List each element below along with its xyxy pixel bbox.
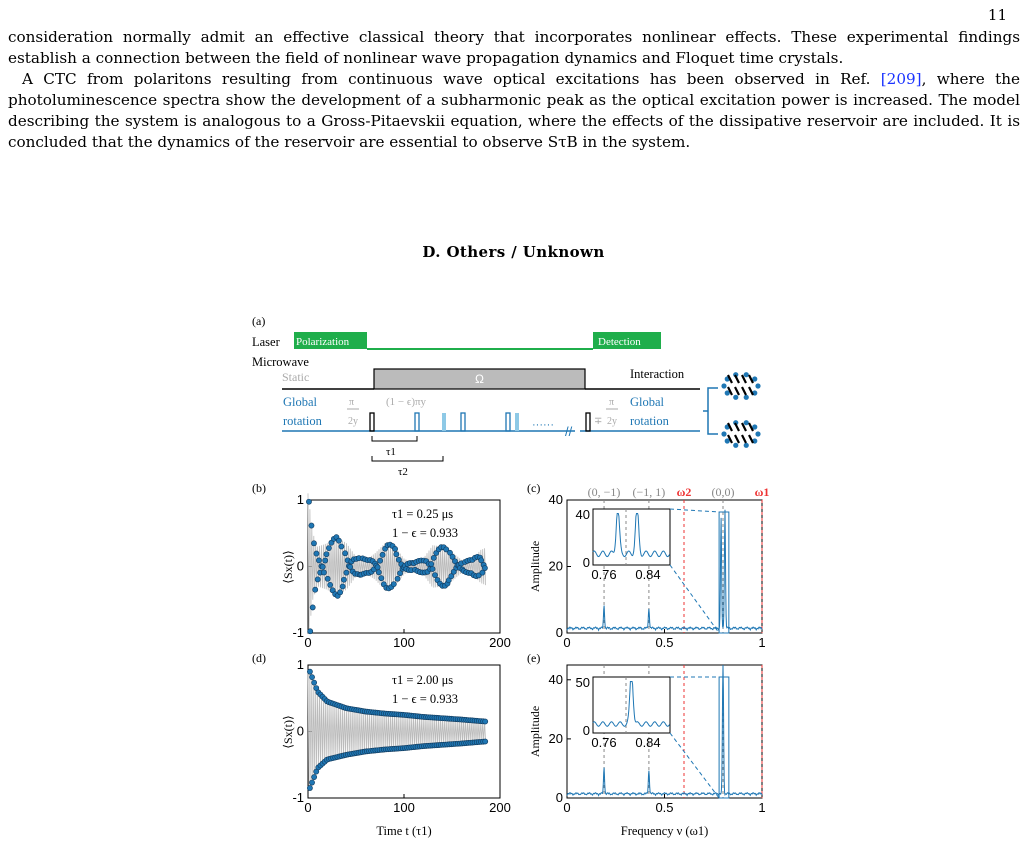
data-point bbox=[307, 785, 312, 790]
laser-label: Laser bbox=[252, 335, 280, 349]
y-tick-label: 0 bbox=[296, 558, 304, 574]
global-label-left: Global bbox=[283, 395, 318, 409]
panel-label-b: (b) bbox=[252, 481, 266, 495]
data-point bbox=[326, 545, 331, 550]
inset-frame bbox=[593, 677, 670, 733]
y-tick-label: 0 bbox=[555, 625, 563, 640]
x-tick-label: 0.5 bbox=[655, 635, 674, 650]
inset-x-tick: 0.76 bbox=[591, 735, 617, 750]
frequency-label: ω2 bbox=[676, 485, 692, 499]
data-point bbox=[483, 719, 488, 724]
spin-cluster-icon-top bbox=[721, 372, 760, 400]
panel-label-d: (d) bbox=[252, 651, 266, 665]
data-point bbox=[395, 576, 400, 581]
spin-dot bbox=[744, 395, 749, 400]
paragraph-1: consideration normally admit an effective classical theory that incorporates nonlinear effects. These experimental findings establish a connection between the field of nonlinear wave propagation dynamics and Floquet time crystals. bbox=[8, 28, 1020, 67]
data-point bbox=[338, 590, 343, 595]
inset-x-tick: 0.84 bbox=[635, 735, 661, 750]
data-point bbox=[339, 544, 344, 549]
mp-label: ∓ bbox=[594, 416, 603, 427]
x-axis-label: Time t (τ1) bbox=[376, 824, 432, 838]
spin-dot bbox=[744, 420, 749, 425]
panel-label-c: (c) bbox=[527, 481, 541, 495]
x-tick-label: 0 bbox=[563, 800, 571, 815]
spin-arrow bbox=[749, 387, 753, 395]
data-point bbox=[432, 572, 437, 577]
y-tick-label: 20 bbox=[548, 730, 563, 746]
two-y-label-right: 2y bbox=[607, 416, 617, 427]
x-tick-label: 0 bbox=[304, 635, 312, 650]
x-tick-label: 100 bbox=[393, 635, 415, 650]
y-tick-label: 1 bbox=[296, 657, 304, 672]
data-point bbox=[308, 629, 313, 634]
data-point bbox=[380, 552, 385, 557]
tau2-label: τ2 bbox=[398, 466, 408, 478]
spin-arrow bbox=[749, 435, 753, 443]
dots-label: ······ bbox=[532, 419, 554, 431]
detection-label: Detection bbox=[598, 336, 641, 348]
data-point bbox=[391, 581, 396, 586]
inset-connector bbox=[670, 733, 719, 798]
rot-label: (1 − ϵ)πy bbox=[386, 396, 427, 408]
break-mark: // bbox=[565, 424, 573, 439]
data-point bbox=[482, 565, 487, 570]
spin-dot bbox=[733, 395, 738, 400]
y-tick-label: -1 bbox=[292, 790, 304, 805]
x-tick-label: 100 bbox=[393, 800, 415, 815]
data-point bbox=[306, 499, 311, 504]
frequency-label: (0,0) bbox=[711, 485, 735, 499]
panel-b-plot bbox=[281, 492, 511, 650]
page-number: 11 bbox=[987, 6, 1007, 24]
data-point bbox=[431, 555, 436, 560]
data-point bbox=[313, 587, 318, 592]
inset-y-tick: 40 bbox=[575, 507, 590, 522]
x-tick-label: 200 bbox=[489, 635, 511, 650]
data-point bbox=[379, 576, 384, 581]
spin-dot bbox=[755, 431, 760, 436]
data-point bbox=[483, 739, 488, 744]
y-tick-label: 1 bbox=[296, 492, 304, 507]
rotation-label-right: rotation bbox=[630, 414, 669, 428]
y-tick-label: 20 bbox=[548, 558, 563, 574]
annotation-tau1: τ1 = 2.00 μs bbox=[392, 673, 454, 687]
omega-label: Ω bbox=[475, 372, 484, 386]
data-point bbox=[430, 566, 435, 571]
data-point bbox=[309, 780, 314, 785]
data-point bbox=[310, 605, 315, 610]
panel-a bbox=[252, 314, 761, 478]
inset-connector bbox=[670, 509, 719, 512]
two-y-label: 2y bbox=[348, 416, 358, 427]
data-point bbox=[429, 561, 434, 566]
data-point bbox=[323, 558, 328, 563]
panel-c-plot bbox=[528, 485, 769, 650]
x-tick-label: 0 bbox=[304, 800, 312, 815]
data-point bbox=[312, 680, 317, 685]
gray-trace bbox=[308, 672, 486, 788]
y-tick-label: 40 bbox=[548, 671, 563, 687]
data-point bbox=[392, 546, 397, 551]
x-axis-label: Frequency ν (ω1) bbox=[620, 824, 709, 838]
data-point bbox=[309, 523, 314, 528]
data-point bbox=[328, 582, 333, 587]
frequency-label: ω1 bbox=[754, 485, 770, 499]
frequency-label: (0, −1) bbox=[587, 485, 621, 499]
static-label: Static bbox=[282, 370, 310, 384]
data-point bbox=[394, 552, 399, 557]
x-tick-label: 200 bbox=[489, 800, 511, 815]
data-point bbox=[377, 558, 382, 563]
annotation-epsilon: 1 − ϵ = 0.933 bbox=[392, 692, 459, 706]
inset-y-tick: 0 bbox=[582, 723, 590, 738]
global-label-right: Global bbox=[630, 395, 665, 409]
spin-dot bbox=[721, 431, 726, 436]
spin-arrow bbox=[742, 435, 746, 443]
data-point bbox=[314, 551, 319, 556]
data-point bbox=[307, 669, 312, 674]
y-tick-label: 40 bbox=[548, 492, 563, 507]
panel-e-plot bbox=[528, 665, 766, 838]
data-point bbox=[325, 576, 330, 581]
x-tick-label: 1 bbox=[758, 800, 766, 815]
pi-label-right: π bbox=[609, 397, 615, 408]
spin-dot bbox=[733, 443, 738, 448]
spin-cluster-icon-bottom bbox=[721, 420, 760, 448]
panel-d-plot bbox=[281, 657, 511, 838]
frequency-label: (−1, 1) bbox=[632, 485, 666, 499]
data-point bbox=[343, 551, 348, 556]
section-title: D. Others / Unknown bbox=[422, 243, 605, 261]
data-point bbox=[321, 570, 326, 575]
data-point bbox=[324, 552, 329, 557]
y-axis-label: ⟨Sx(t)⟩ bbox=[281, 715, 295, 749]
data-point bbox=[309, 675, 314, 680]
spin-dot bbox=[744, 372, 749, 377]
data-point bbox=[336, 538, 341, 543]
data-point bbox=[316, 558, 321, 563]
spin-arrow bbox=[735, 435, 739, 443]
citation-link[interactable]: [209] bbox=[880, 70, 922, 88]
inset-x-tick: 0.76 bbox=[591, 567, 617, 582]
panel-label-a: (a) bbox=[252, 314, 266, 328]
annotation-tau1: τ1 = 0.25 μs bbox=[392, 507, 454, 521]
inset-x-tick: 0.84 bbox=[635, 567, 661, 582]
interaction-label: Interaction bbox=[630, 367, 685, 381]
rotation-label-left: rotation bbox=[283, 414, 322, 428]
paragraph-2: A CTC from polaritons resulting from continuous wave optical excitations has been observed in Ref. [209], where the photoluminescence spectra show the development of a subharmonic peak as the optical excitation power is increased. The model describing the system is analogous to a Gross-Pitaevskii equation, where the effects of the dissipative reservoir are included. It is concluded that the dynamics of the reservoir are essential to observe SτB in the system. bbox=[8, 70, 1020, 151]
data-point bbox=[375, 565, 380, 570]
data-point bbox=[344, 570, 349, 575]
inset-connector bbox=[670, 565, 719, 633]
microwave-label: Microwave bbox=[252, 355, 309, 369]
data-point bbox=[312, 774, 317, 779]
data-point bbox=[320, 564, 325, 569]
x-tick-label: 0 bbox=[563, 635, 571, 650]
y-axis-label: Amplitude bbox=[528, 540, 542, 593]
data-point bbox=[340, 584, 345, 589]
inset-y-tick: 50 bbox=[575, 675, 590, 690]
data-point bbox=[376, 570, 381, 575]
data-point bbox=[311, 541, 316, 546]
spin-arrow bbox=[735, 387, 739, 395]
y-axis-label: Amplitude bbox=[528, 705, 542, 758]
pi-label: π bbox=[349, 397, 355, 408]
data-point bbox=[341, 577, 346, 582]
panel-label-e: (e) bbox=[527, 651, 541, 665]
x-tick-label: 1 bbox=[758, 635, 766, 650]
y-tick-label: 0 bbox=[555, 790, 563, 805]
inset-y-tick: 0 bbox=[582, 555, 590, 570]
spin-arrow bbox=[742, 387, 746, 395]
x-tick-label: 0.5 bbox=[655, 800, 674, 815]
y-tick-label: -1 bbox=[292, 625, 304, 640]
polarization-label: Polarization bbox=[296, 336, 350, 348]
y-axis-label: ⟨Sx(t)⟩ bbox=[281, 550, 295, 584]
data-point bbox=[315, 577, 320, 582]
spin-dot bbox=[744, 443, 749, 448]
spin-dot bbox=[755, 383, 760, 388]
tau1-label: τ1 bbox=[386, 446, 396, 458]
annotation-epsilon: 1 − ϵ = 0.933 bbox=[392, 526, 459, 540]
y-tick-label: 0 bbox=[296, 723, 304, 739]
spin-dot bbox=[721, 383, 726, 388]
